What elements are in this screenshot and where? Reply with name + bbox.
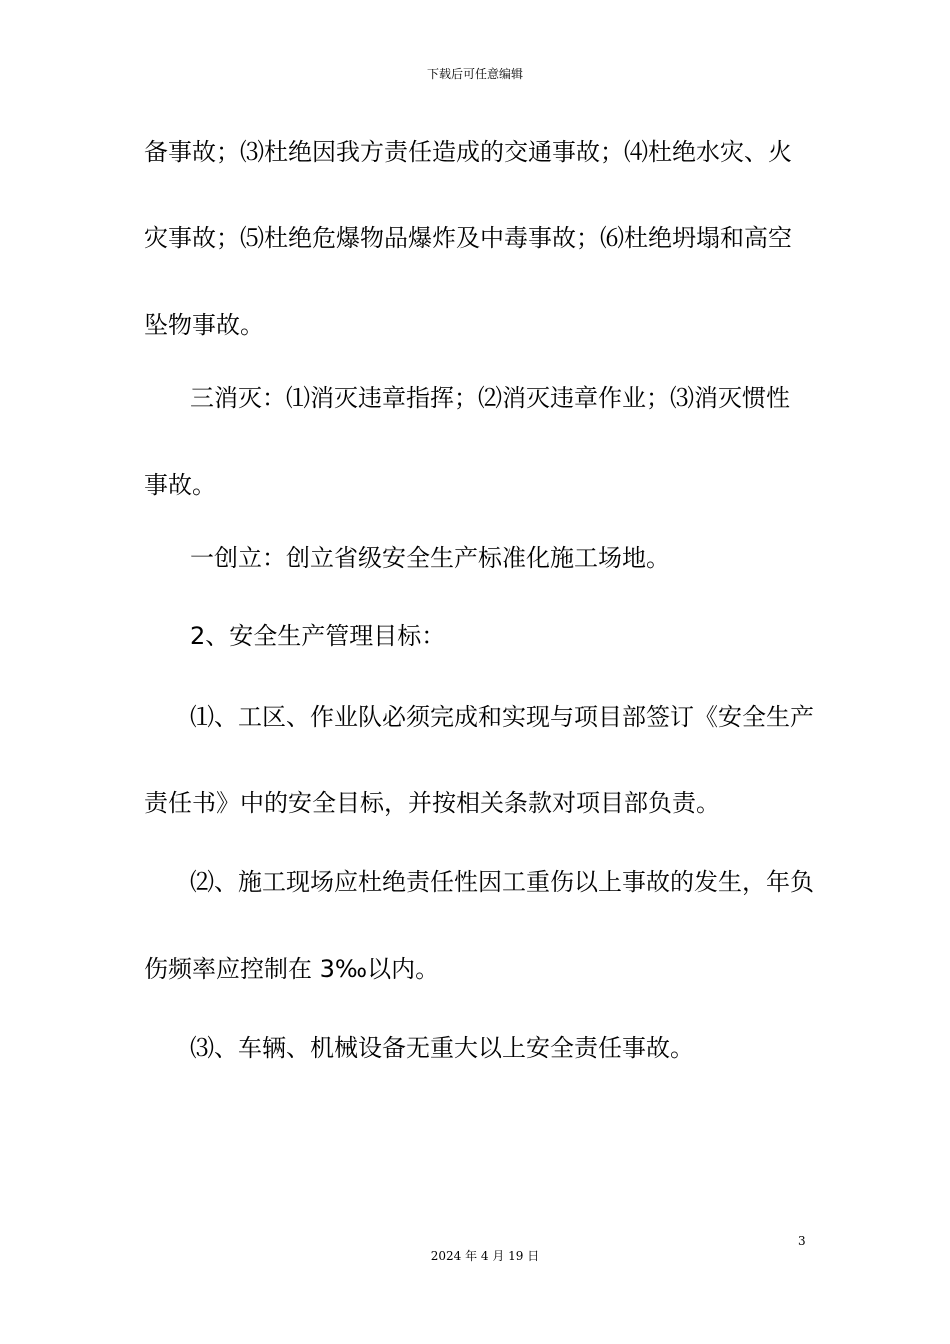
page-number: 3 (798, 1234, 806, 1248)
paragraph-line: ⑴、工区、作业队必须完成和实现与项目部签订《安全生产 (190, 703, 814, 731)
paragraph-line: 2、安全生产管理目标： (190, 622, 446, 650)
page-header: 下载后可任意编辑 (426, 67, 523, 81)
paragraph-line: 灾事故；⑸杜绝危爆物品爆炸及中毒事故；⑹杜绝坍塌和高空 (144, 224, 792, 252)
paragraph-line: 事故。 (144, 471, 216, 499)
paragraph-line: ⑶、车辆、机械设备无重大以上安全责任事故。 (190, 1034, 694, 1062)
paragraph-line: ⑵、施工现场应杜绝责任性因工重伤以上事故的发生，年负 (190, 868, 814, 896)
paragraph-line: 伤频率应控制在 3‰以内。 (144, 955, 440, 983)
paragraph-line: 坠物事故。 (144, 311, 264, 339)
paragraph-line: 备事故；⑶杜绝因我方责任造成的交通事故；⑷杜绝水灾、火 (144, 138, 792, 166)
paragraph-line: 责任书》中的安全目标，并按相关条款对项目部负责。 (144, 789, 720, 817)
page-footer-date: 2024 年 4 月 19 日 (430, 1249, 540, 1263)
paragraph-line: 一创立：创立省级安全生产标准化施工场地。 (190, 544, 670, 572)
paragraph-line: 三消灭：⑴消灭违章指挥；⑵消灭违章作业；⑶消灭惯性 (190, 384, 790, 412)
